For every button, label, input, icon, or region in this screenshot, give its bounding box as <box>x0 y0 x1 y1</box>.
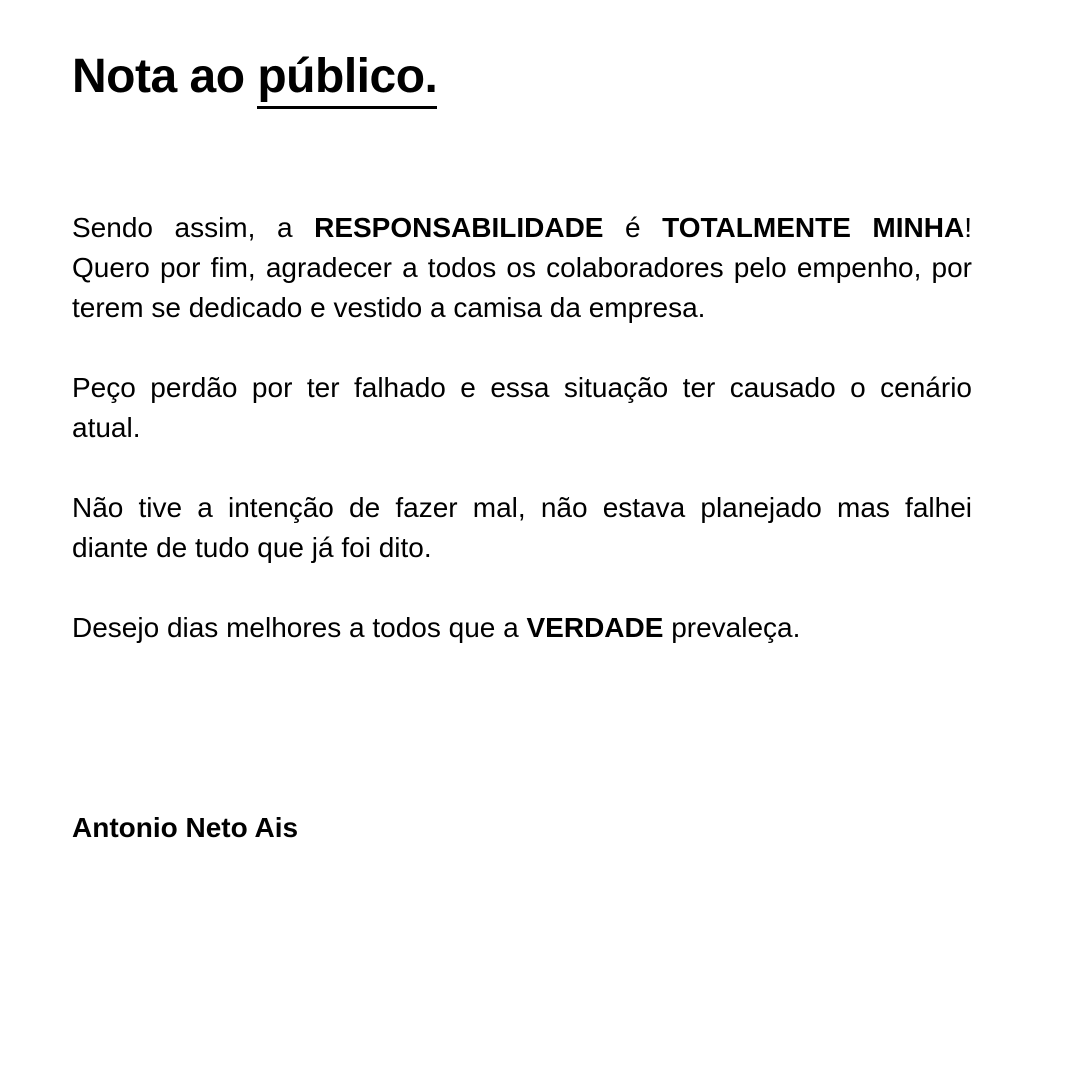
page-title <box>72 46 437 109</box>
paragraph-responsibility <box>72 208 972 328</box>
paragraph-intention: Não tive a intenção de fazer mal, não estava planejado mas falhei diante de tudo que já foi dito. <box>72 492 972 563</box>
signature: Antonio Neto Ais <box>72 812 299 843</box>
paragraph-wishes <box>72 608 972 648</box>
paragraph-4-text-b: prevaleça. <box>663 612 801 643</box>
title-underlined-word: público. <box>257 50 437 109</box>
paragraph-1-text-a: Sendo assim, a <box>72 212 315 243</box>
paragraph-4-bold-truth: VERDADE <box>526 612 664 643</box>
paragraph-1-bold-responsibility: RESPONSABILIDADE <box>314 212 604 243</box>
note-body <box>72 208 972 648</box>
paragraph-1-bold-totally-mine: TOTALMENTE MINHA <box>662 212 965 243</box>
title-prefix: Nota ao <box>72 50 258 103</box>
paragraph-1-text-c: ! Quero por fim, agradecer a todos os colaboradores pelo empenho, por terem se dedicado e vestido a camisa da empresa. <box>72 212 972 323</box>
paragraph-4-text-a: Desejo dias melhores a todos que a <box>72 612 527 643</box>
paragraph-1-text-b: é <box>603 212 663 243</box>
paragraph-apology: Peço perdão por ter falhado e essa situação ter causado o cenário atual. <box>72 372 972 443</box>
